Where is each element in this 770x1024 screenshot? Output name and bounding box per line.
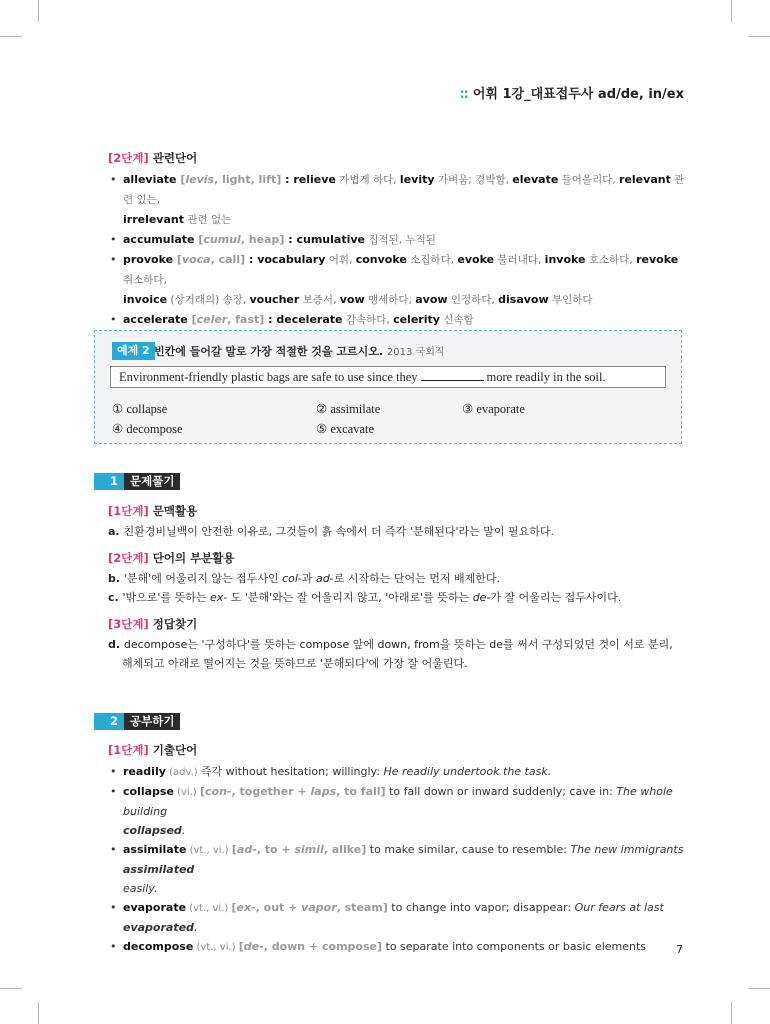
step-title: 단어의 부분활용 — [152, 551, 235, 565]
text-run: 보증서, — [299, 294, 340, 306]
text-run: de- — [472, 591, 491, 604]
text-run: 취소하다, — [123, 274, 167, 286]
question-text: 빈칸에 들어갈 말로 가장 적절한 것을 고르시오. — [154, 345, 384, 358]
list-item — [108, 230, 688, 250]
text-run: (vt., vi.) — [193, 942, 239, 953]
text-run: evoke — [457, 253, 495, 266]
text-run: assimilate — [123, 843, 187, 856]
text-run: 감속하다, — [342, 314, 394, 326]
list-item — [108, 937, 688, 957]
text-run: ex- — [209, 591, 228, 604]
text-run: (vi.) — [173, 787, 200, 798]
list-item — [108, 840, 688, 898]
option-2: ② assimilate — [316, 402, 381, 416]
step-tag: [1단계] — [108, 743, 149, 757]
text-run: irrelevant — [123, 213, 184, 226]
text-run: [ — [231, 901, 237, 914]
text-run: revoke — [636, 253, 679, 266]
text-run: [ — [180, 173, 186, 186]
text-run: decompose — [123, 940, 194, 953]
text-run: 관련 없는 — [184, 214, 232, 226]
text-run: assimilated — [123, 863, 195, 876]
text-run: cumulative — [296, 233, 365, 246]
text-run: 맹세하다, — [364, 294, 416, 306]
step-title: 기출단어 — [152, 743, 198, 757]
text-run: 소집하다, — [406, 254, 458, 266]
text-run: de- — [243, 940, 264, 953]
item-line — [123, 293, 593, 306]
solve-section — [108, 503, 688, 673]
example-sentence — [110, 366, 666, 388]
solve-para-b — [108, 569, 688, 588]
text-run: evaporate — [123, 901, 187, 914]
text-run: 친환경비닐백이 안전한 이유로, 그것들이 흙 속에서 더 즉각 '분해된다'라는 말이 필요하다. — [123, 525, 554, 538]
study-list — [108, 762, 688, 957]
text-run: celer — [196, 313, 228, 326]
item-line — [123, 313, 474, 326]
text-run: elevate — [512, 173, 559, 186]
text-run: to separate into components or basic elements — [382, 940, 647, 953]
text-run: decompose는 '구성하다'를 뜻하는 compose 앞에 down, from을 뜻하는 de를 써서 구성되었던 것이 서로 분리, — [123, 638, 673, 651]
text-run: levis — [185, 173, 215, 186]
text-run: 인정하다, — [447, 294, 499, 306]
text-run: 부인하다 — [548, 294, 593, 306]
text-run: (adv.) — [165, 767, 201, 778]
step-heading — [108, 503, 688, 519]
header-dots-icon: :: — [459, 87, 468, 102]
text-run: 과 — [301, 572, 316, 585]
text-run: 로 시작하는 단어는 먼저 배제한다. — [333, 572, 500, 585]
text-run: ad- — [236, 843, 257, 856]
text-run: , together + — [231, 785, 311, 798]
text-run: 집적된, 누적된 — [364, 234, 436, 246]
option-5: ⑤ excavate — [316, 422, 375, 436]
text-run: vow — [339, 293, 365, 306]
crop-mark — [748, 36, 770, 37]
item-line — [123, 901, 664, 934]
step-tag: [3단계] — [108, 617, 149, 631]
crop-mark — [731, 0, 732, 22]
text-run: , heap] — [240, 233, 285, 246]
text-run: col- — [282, 572, 302, 585]
text-run: ex- — [236, 901, 256, 914]
step-tag: [2단계] — [108, 151, 149, 165]
text-run: 어휘, — [325, 254, 356, 266]
text-run: . — [181, 824, 186, 837]
crop-mark — [748, 988, 770, 989]
text-run: 가벼움; 경박함, — [434, 174, 513, 186]
text-run: 즉각 without hesitation; willingly: — [200, 765, 384, 778]
step-heading — [108, 616, 688, 632]
text-run: [ — [176, 253, 182, 266]
step-title: 관련단어 — [152, 151, 198, 165]
text-run: d. — [108, 638, 124, 651]
item-line — [123, 253, 678, 286]
text-run: : — [284, 233, 297, 246]
text-run: voca — [181, 253, 211, 266]
text-run: to fall down or inward suddenly; cave in: — [385, 785, 617, 798]
text-run: vocabulary — [257, 253, 326, 266]
list-item — [108, 310, 688, 330]
list-item — [108, 782, 688, 840]
text-run: provoke — [123, 253, 177, 266]
header-title: 어휘 1강_대표접두사 ad/de, in/ex — [472, 87, 684, 102]
answer-blank — [421, 368, 484, 381]
step-heading — [108, 150, 688, 166]
text-run: evaporated — [123, 921, 194, 934]
text-run: alleviate — [123, 173, 181, 186]
section-number: 2 — [94, 713, 124, 730]
text-run: vapor — [301, 901, 337, 914]
section-label: 공부하기 — [124, 713, 180, 730]
section-number: 1 — [94, 473, 124, 490]
example-box — [94, 330, 682, 444]
option-1: ① collapse — [112, 402, 168, 416]
text-run: 들어올리다, — [558, 174, 620, 186]
text-run: , fast] — [227, 313, 265, 326]
text-run: 신속함 — [439, 314, 474, 326]
step-tag: [1단계] — [108, 504, 149, 518]
solve-para-d — [108, 635, 688, 654]
item-line — [123, 213, 231, 226]
text-run: b. — [108, 572, 124, 585]
step-heading — [108, 550, 688, 566]
text-run: invoice — [123, 293, 168, 306]
list-item — [108, 170, 688, 230]
text-run: convoke — [355, 253, 407, 266]
solve-para-c — [108, 588, 688, 607]
item-line — [123, 824, 185, 837]
solve-para-d-cont: 해체되고 아래로 떨어지는 것을 뜻하므로 '분해되다'에 가장 잘 어울린다. — [122, 657, 468, 670]
study-section — [108, 742, 688, 957]
text-run: [ — [191, 313, 197, 326]
item-line — [123, 173, 684, 206]
text-run: [ — [198, 233, 204, 246]
list-item — [108, 250, 688, 310]
solve-para-a — [108, 522, 688, 541]
text-run: He readily undertook the task. — [383, 765, 552, 778]
text-run: , call] — [210, 253, 246, 266]
text-run: (상거래의) 송장, — [167, 294, 250, 306]
text-run: to make similar, cause to resemble: — [366, 843, 571, 856]
text-run: relevant — [619, 173, 671, 186]
text-run: . — [193, 921, 198, 934]
item-line — [123, 882, 158, 895]
text-run: a. — [108, 525, 124, 538]
text-run: celerity — [393, 313, 440, 326]
text-run: , down + compose] — [263, 940, 383, 953]
text-run: accelerate — [123, 313, 192, 326]
text-run: (vt., vi.) — [186, 845, 232, 856]
crop-mark — [731, 1002, 732, 1024]
page-number: 7 — [676, 943, 683, 956]
text-run: levity — [399, 173, 435, 186]
item-line — [123, 765, 551, 778]
text-run: , steam] — [336, 901, 388, 914]
text-run: : — [245, 253, 258, 266]
text-run: readily — [123, 765, 166, 778]
text-run: , to + — [256, 843, 295, 856]
running-header — [459, 83, 684, 102]
text-run: [ — [231, 843, 237, 856]
text-run: [ — [199, 785, 206, 798]
related-list — [108, 170, 688, 330]
section-label: 문제풀기 — [124, 473, 180, 490]
sentence-after: more readily in the soil. — [486, 370, 606, 384]
option-4: ④ decompose — [112, 422, 183, 436]
sentence-before: Environment-friendly plastic bags are safe to use since they — [119, 370, 418, 384]
example-tag: 예제 2 — [112, 342, 155, 360]
text-run: collapse — [123, 785, 174, 798]
text-run: accumulate — [123, 233, 199, 246]
text-run: 호소하다, — [585, 254, 637, 266]
text-run: avow — [415, 293, 448, 306]
text-run: cumul — [203, 233, 241, 246]
text-run: Our fears at last — [574, 901, 664, 914]
example-question — [154, 343, 445, 359]
text-run: 관련 있는, — [123, 174, 685, 206]
item-line — [123, 785, 673, 818]
text-run: voucher — [249, 293, 300, 306]
step-title: 문맥활용 — [152, 504, 198, 518]
text-run: disavow — [498, 293, 549, 306]
list-item — [108, 898, 688, 937]
option-3: ③ evaporate — [462, 402, 525, 416]
text-run: : — [264, 313, 277, 326]
text-run: The whole building — [123, 785, 673, 818]
text-run: , light, lift] — [214, 173, 282, 186]
text-run: : — [281, 173, 294, 186]
text-run: The new immigrants — [570, 843, 684, 856]
text-run: (vt., vi.) — [186, 903, 232, 914]
text-run: decelerate — [276, 313, 343, 326]
text-run: [ — [238, 940, 244, 953]
text-run: , alike] — [323, 843, 367, 856]
text-run: collapsed — [123, 824, 182, 837]
text-run: 가볍게 하다, — [335, 174, 400, 186]
text-run: simil — [294, 843, 324, 856]
text-run: c. — [108, 591, 123, 604]
crop-mark — [38, 1002, 39, 1024]
item-line — [123, 843, 683, 876]
text-run: con- — [205, 785, 232, 798]
crop-mark — [0, 36, 22, 37]
text-run: 불러내다, — [494, 254, 545, 266]
crop-mark — [0, 988, 22, 989]
text-run: , to fall] — [336, 785, 386, 798]
step-heading — [108, 742, 688, 758]
section-solve-heading — [94, 473, 180, 490]
step-tag: [2단계] — [108, 551, 149, 565]
text-run: 도 '분해'와는 잘 어울리지 않고, '아래로'를 뜻하는 — [227, 591, 473, 604]
list-item — [108, 762, 688, 782]
text-run: laps — [310, 785, 337, 798]
text-run: , out + — [255, 901, 302, 914]
item-line — [123, 233, 436, 246]
question-source: 2013 국회직 — [386, 347, 445, 358]
text-run: to change into vapor; disappear: — [387, 901, 575, 914]
text-run: easily. — [123, 882, 158, 895]
related-words-section — [108, 150, 688, 330]
item-line — [123, 940, 646, 953]
text-run: invoke — [544, 253, 586, 266]
text-run: '분해'에 어울리지 않는 접두사인 — [123, 572, 283, 585]
section-study-heading — [94, 713, 180, 730]
crop-mark — [38, 0, 39, 22]
text-run: '밖으로'를 뜻하는 — [122, 591, 210, 604]
text-run: 가 잘 어울리는 접두사이다. — [490, 591, 622, 604]
step-title: 정답찾기 — [152, 617, 198, 631]
text-run: ad- — [316, 572, 334, 585]
text-run: relieve — [293, 173, 336, 186]
